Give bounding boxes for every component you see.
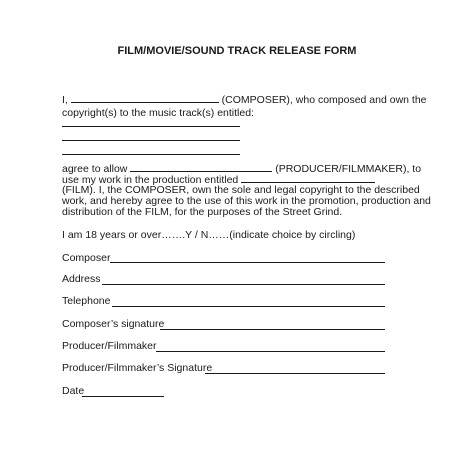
address-label: Address	[62, 273, 101, 285]
agree-line-2-text: use my work in the production entitled	[62, 174, 242, 186]
producer-signature-field[interactable]	[205, 373, 385, 374]
track-title-blank-3[interactable]	[62, 154, 240, 155]
film-title-blank[interactable]	[241, 173, 375, 183]
agree-line-1-start: agree to allow	[62, 163, 131, 175]
track-title-blank-1[interactable]	[62, 126, 240, 127]
producer-label: Producer/Filmmaker	[62, 340, 157, 352]
producer-field[interactable]	[156, 351, 385, 352]
agree-line-4: work, and hereby agree to the use of this work in the promotion, production and	[62, 195, 431, 207]
intro-line-1	[62, 93, 427, 106]
date-label: Date	[62, 385, 85, 397]
agree-line-1-end: (PRODUCER/FILMMAKER), to	[272, 163, 422, 175]
intro-line-1-end: (COMPOSER), who composed and own the	[218, 94, 427, 106]
composer-field[interactable]	[110, 262, 385, 263]
address-field[interactable]	[102, 284, 385, 285]
telephone-label: Telephone	[62, 295, 111, 307]
agree-line-3: (FILM). I, the COMPOSER, own the sole and legal copyright to the described	[62, 184, 420, 196]
date-field[interactable]	[82, 396, 164, 397]
composer-signature-field[interactable]	[160, 329, 385, 330]
agree-line-5: distribution of the FILM, for the purposes of the Street Grind.	[62, 206, 343, 218]
producer-name-blank[interactable]	[130, 162, 272, 172]
composer-label: Composer	[62, 252, 111, 264]
producer-signature-label: Producer/Filmmaker’s Signature	[62, 362, 213, 374]
composer-name-blank[interactable]	[71, 93, 219, 103]
track-title-blank-2[interactable]	[62, 140, 240, 141]
form-title: FILM/MOVIE/SOUND TRACK RELEASE FORM	[117, 45, 357, 57]
intro-line-2: copyright(s) to the music track(s) entitled:	[62, 107, 254, 119]
intro-line-1-start: I,	[62, 94, 71, 106]
age-statement: I am 18 years or over…….Y / N……(indicate choice by circling)	[62, 229, 356, 241]
composer-signature-label: Composer’s signature	[62, 318, 165, 330]
telephone-field[interactable]	[112, 306, 385, 307]
